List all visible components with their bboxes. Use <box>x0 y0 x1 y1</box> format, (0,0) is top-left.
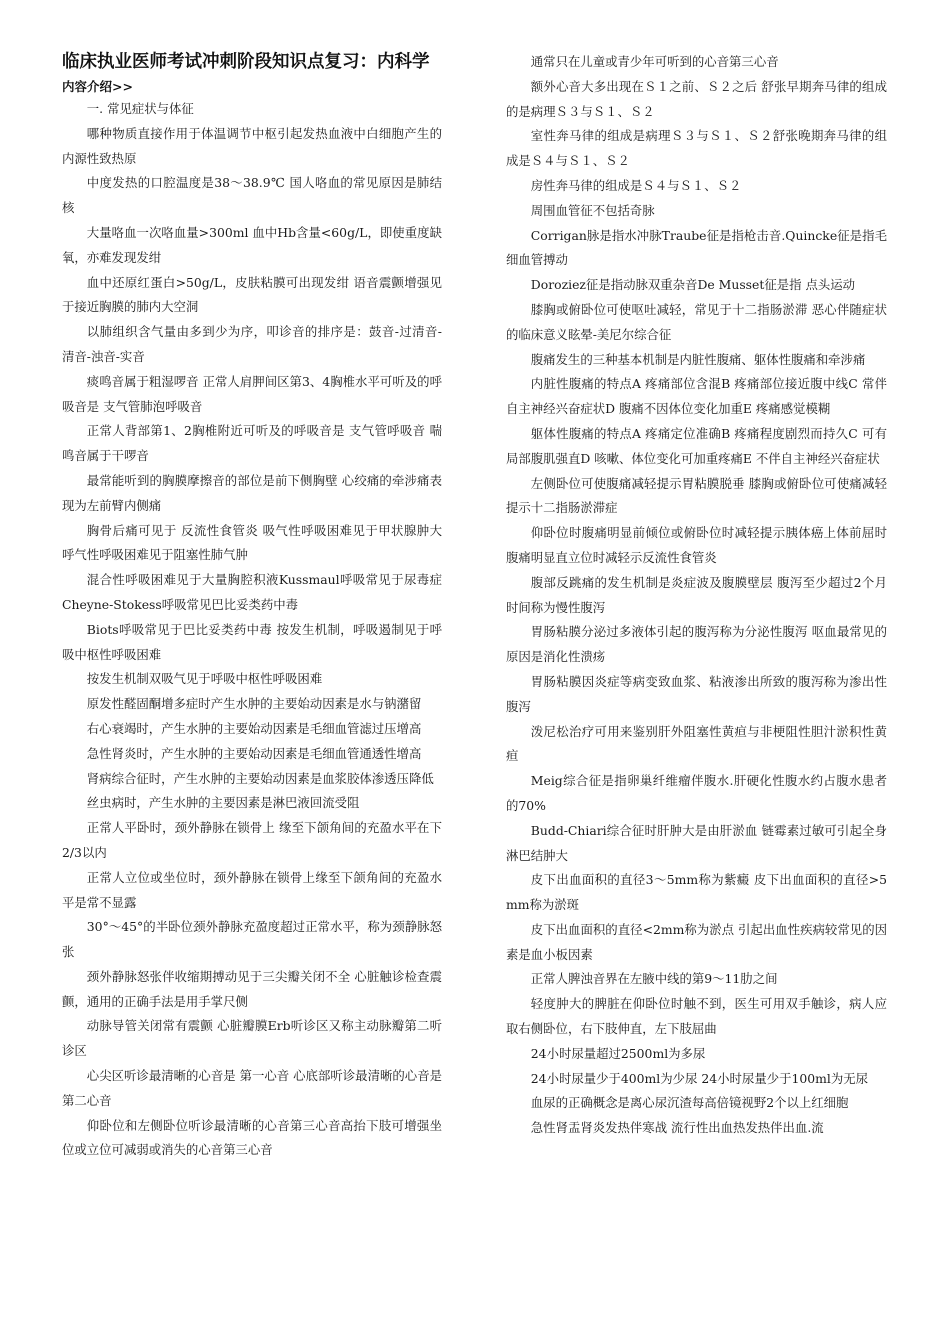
text-paragraph: 腹痛发生的三种基本机制是内脏性腹痛、躯体性腹痛和牵涉痛 <box>530 351 866 367</box>
right-column-body <box>506 50 887 1141</box>
text-paragraph: 动脉导管关闭常有震颤 心脏瓣膜Erb听诊区又称主动脉瓣第二听诊区 <box>62 1018 442 1059</box>
text-paragraph: 右心衰竭时，产生水肿的主要始动因素是毛细血管滤过压增高 <box>86 720 422 736</box>
right-column <box>506 50 887 1141</box>
left-column-body <box>62 97 442 1163</box>
text-paragraph: 血中还原红蛋白>50g/L，皮肤粘膜可出现发绀 语音震颤增强见于接近胸膜的肺内大空洞 <box>62 274 442 315</box>
text-paragraph: 正常人背部第1、2胸椎附近可听及的呼吸音是 支气管呼吸音 喘鸣音属于干啰音 <box>62 423 442 464</box>
text-paragraph: 最常能听到的胸膜摩擦音的部位是前下侧胸壁 心绞痛的牵涉痛表现为左前臂内侧痛 <box>62 472 442 513</box>
text-paragraph: 皮下出血面积的直径<2mm称为淤点 引起出血性疾病较常见的因素是血小板因素 <box>506 921 887 962</box>
text-paragraph: 房性奔马律的组成是Ｓ４与Ｓ１、Ｓ２ <box>530 177 742 193</box>
text-paragraph: 心尖区听诊最清晰的心音是 第一心音 心底部听诊最清晰的心音是第二心音 <box>62 1068 442 1108</box>
text-paragraph: 胃肠粘膜因炎症等病变致血浆、粘液渗出所致的腹泻称为渗出性腹泻 <box>506 673 887 714</box>
text-paragraph: 颈外静脉怒张伴收缩期搏动见于三尖瓣关闭不全 心脏触诊检查震颤，通用的正确手法是用手掌尺侧 <box>62 968 442 1009</box>
text-paragraph: 正常人平卧时，颈外静脉在锁骨上 缘至下颌角间的充盈水平在下2/3以内 <box>62 820 442 860</box>
intro-label: 内容介绍>> <box>62 79 133 94</box>
text-paragraph: 腹部反跳痛的发生机制是炎症波及腹膜壁层 腹泻至少超过2个月时间称为慢性腹泻 <box>506 574 887 615</box>
text-paragraph: 仰卧位和左侧卧位听诊最清晰的心音第三心音高抬下肢可增强坐位或立位可减弱或消失的心音第三心音 <box>62 1117 442 1158</box>
text-paragraph: 胃肠粘膜分泌过多液体引起的腹泻称为分泌性腹泻 呕血最常见的原因是消化性溃疡 <box>506 624 887 665</box>
text-paragraph: 仰卧位时腹痛明显前倾位或俯卧位时减轻提示胰体癌上体前屈时腹痛明显直立位时减轻示反流性食管炎 <box>506 525 887 565</box>
text-paragraph: 以肺组织含气量由多到少为序，叩诊音的排序是：鼓音-过清音-清音-浊音-实音 <box>62 324 442 364</box>
text-paragraph: 中度发热的口腔温度是38～38.9℃ 国人咯血的常见原因是肺结核 <box>62 175 442 216</box>
text-paragraph: 急性肾炎时，产生水肿的主要始动因素是毛细血管通透性增高 <box>86 745 422 761</box>
text-paragraph: 急性肾盂肾炎发热伴寒战 流行性出血热发热伴出血.流 <box>530 1120 824 1136</box>
text-paragraph: 血尿的正确概念是离心尿沉渣每高倍镜视野2个以上红细胞 <box>530 1095 849 1111</box>
text-paragraph: Corrigan脉是指水冲脉Traube征是指枪击音.Quincke征是指毛细血管搏动 <box>506 227 887 268</box>
text-paragraph: 丝虫病时，产生水肿的主要因素是淋巴液回流受阻 <box>86 795 360 811</box>
text-paragraph: 正常人立位或坐位时，颈外静脉在锁骨上缘至下颌角间的充盈水平是常不显露 <box>62 869 442 910</box>
text-paragraph: 一. 常见症状与体征 <box>86 101 194 116</box>
text-paragraph: 原发性醛固酮增多症时产生水肿的主要始动因素是水与钠潴留 <box>86 696 422 712</box>
text-paragraph: 24小时尿量少于400ml为少尿 24小时尿量少于100ml为无尿 <box>530 1070 869 1086</box>
text-paragraph: 左侧卧位可使腹痛减轻提示胃粘膜脱垂 膝胸或俯卧位可使痛减轻提示十二指肠淤滞症 <box>506 475 887 516</box>
text-paragraph: 躯体性腹痛的特点A 疼痛定位准确B 疼痛程度剧烈而持久C 可有局部腹肌强直D 咳嗽、体位变化可加重疼痛E 不伴自主神经兴奋症状 <box>506 425 887 466</box>
text-paragraph: Meig综合征是指卵巢纤维瘤伴腹水.肝硬化性腹水约占腹水患者的70% <box>506 773 887 813</box>
text-paragraph: 泼尼松治疗可用来鉴别肝外阻塞性黄疸与非梗阻性胆汁淤积性黄疸 <box>506 723 887 764</box>
text-paragraph: 混合性呼吸困难见于大量胸腔积液Kussmaul呼吸常见于尿毒症Cheyne-Stokess呼吸常见巴比妥类药中毒 <box>62 572 442 612</box>
text-paragraph: 内脏性腹痛的特点A 疼痛部位含混B 疼痛部位接近腹中线C 常伴自主神经兴奋症状D 腹痛不因体位变化加重E 疼痛感觉模糊 <box>506 376 887 417</box>
text-paragraph: 大量咯血一次咯血量>300ml 血中Hb含量<60g/L，即使重度缺氧，亦难发现发绀 <box>62 224 442 265</box>
text-paragraph: Budd-Chiari综合征时肝肿大是由肝淤血 链霉素过敏可引起全身淋巴结肿大 <box>506 822 887 863</box>
text-paragraph: 正常人脾浊音界在左腋中线的第9～11肋之间 <box>530 971 778 987</box>
document-title: 临床执业医师考试冲刺阶段知识点复习：内科学 <box>62 52 430 72</box>
text-paragraph: 室性奔马律的组成是病理Ｓ３与Ｓ１、Ｓ２舒张晚期奔马律的组成是Ｓ４与Ｓ１、Ｓ２ <box>506 128 887 169</box>
text-paragraph: 30°～45°的半卧位颈外静脉充盈度超过正常水平，称为颈静脉怒张 <box>62 919 442 960</box>
text-paragraph: Biots呼吸常见于巴比妥类药中毒 按发生机制，呼吸遏制见于呼吸中枢性呼吸困难 <box>62 621 442 662</box>
text-paragraph: 额外心音大多出现在Ｓ１之前、Ｓ２之后 舒张早期奔马律的组成的是病理Ｓ３与Ｓ１、Ｓ２ <box>506 78 887 119</box>
text-paragraph: 皮下出血面积的直径3～5mm称为紫癜 皮下出血面积的直径>5mm称为淤斑 <box>506 872 887 913</box>
text-paragraph: 24小时尿量超过2500ml为多尿 <box>530 1045 706 1061</box>
text-paragraph: 哪种物质直接作用于体温调节中枢引起发热血液中白细胞产生的内源性致热原 <box>62 125 442 166</box>
text-paragraph: 周围血管征不包括奇脉 <box>530 202 655 218</box>
text-paragraph: 胸骨后痛可见于 反流性食管炎 吸气性呼吸困难见于甲状腺肿大 呼气性呼吸困难见于阻塞性肺气肿 <box>62 522 442 563</box>
text-paragraph: 通常只在儿童或青少年可听到的心音第三心音 <box>530 54 779 69</box>
text-paragraph: 痰鸣音属于粗湿啰音 正常人肩胛间区第3、4胸椎水平可听及的呼吸音是 支气管肺泡呼吸音 <box>62 373 442 414</box>
text-paragraph: 膝胸或俯卧位可使呕吐减轻，常见于十二指肠淤滞 恶心伴随症状的临床意义眩晕-美尼尔综合征 <box>506 301 887 342</box>
text-paragraph: 轻度肿大的脾脏在仰卧位时触不到，医生可用双手触诊，病人应取右侧卧位，右下肢伸直，左下肢屈曲 <box>506 996 887 1037</box>
left-column <box>62 50 442 1163</box>
text-paragraph: 肾病综合征时，产生水肿的主要始动因素是血浆胶体渗透压降低 <box>86 770 434 786</box>
text-paragraph: 按发生机制双吸气见于呼吸中枢性呼吸困难 <box>86 671 323 687</box>
text-paragraph: Doroziez征是指动脉双重杂音De Musset征是指 点头运动 <box>530 277 856 293</box>
